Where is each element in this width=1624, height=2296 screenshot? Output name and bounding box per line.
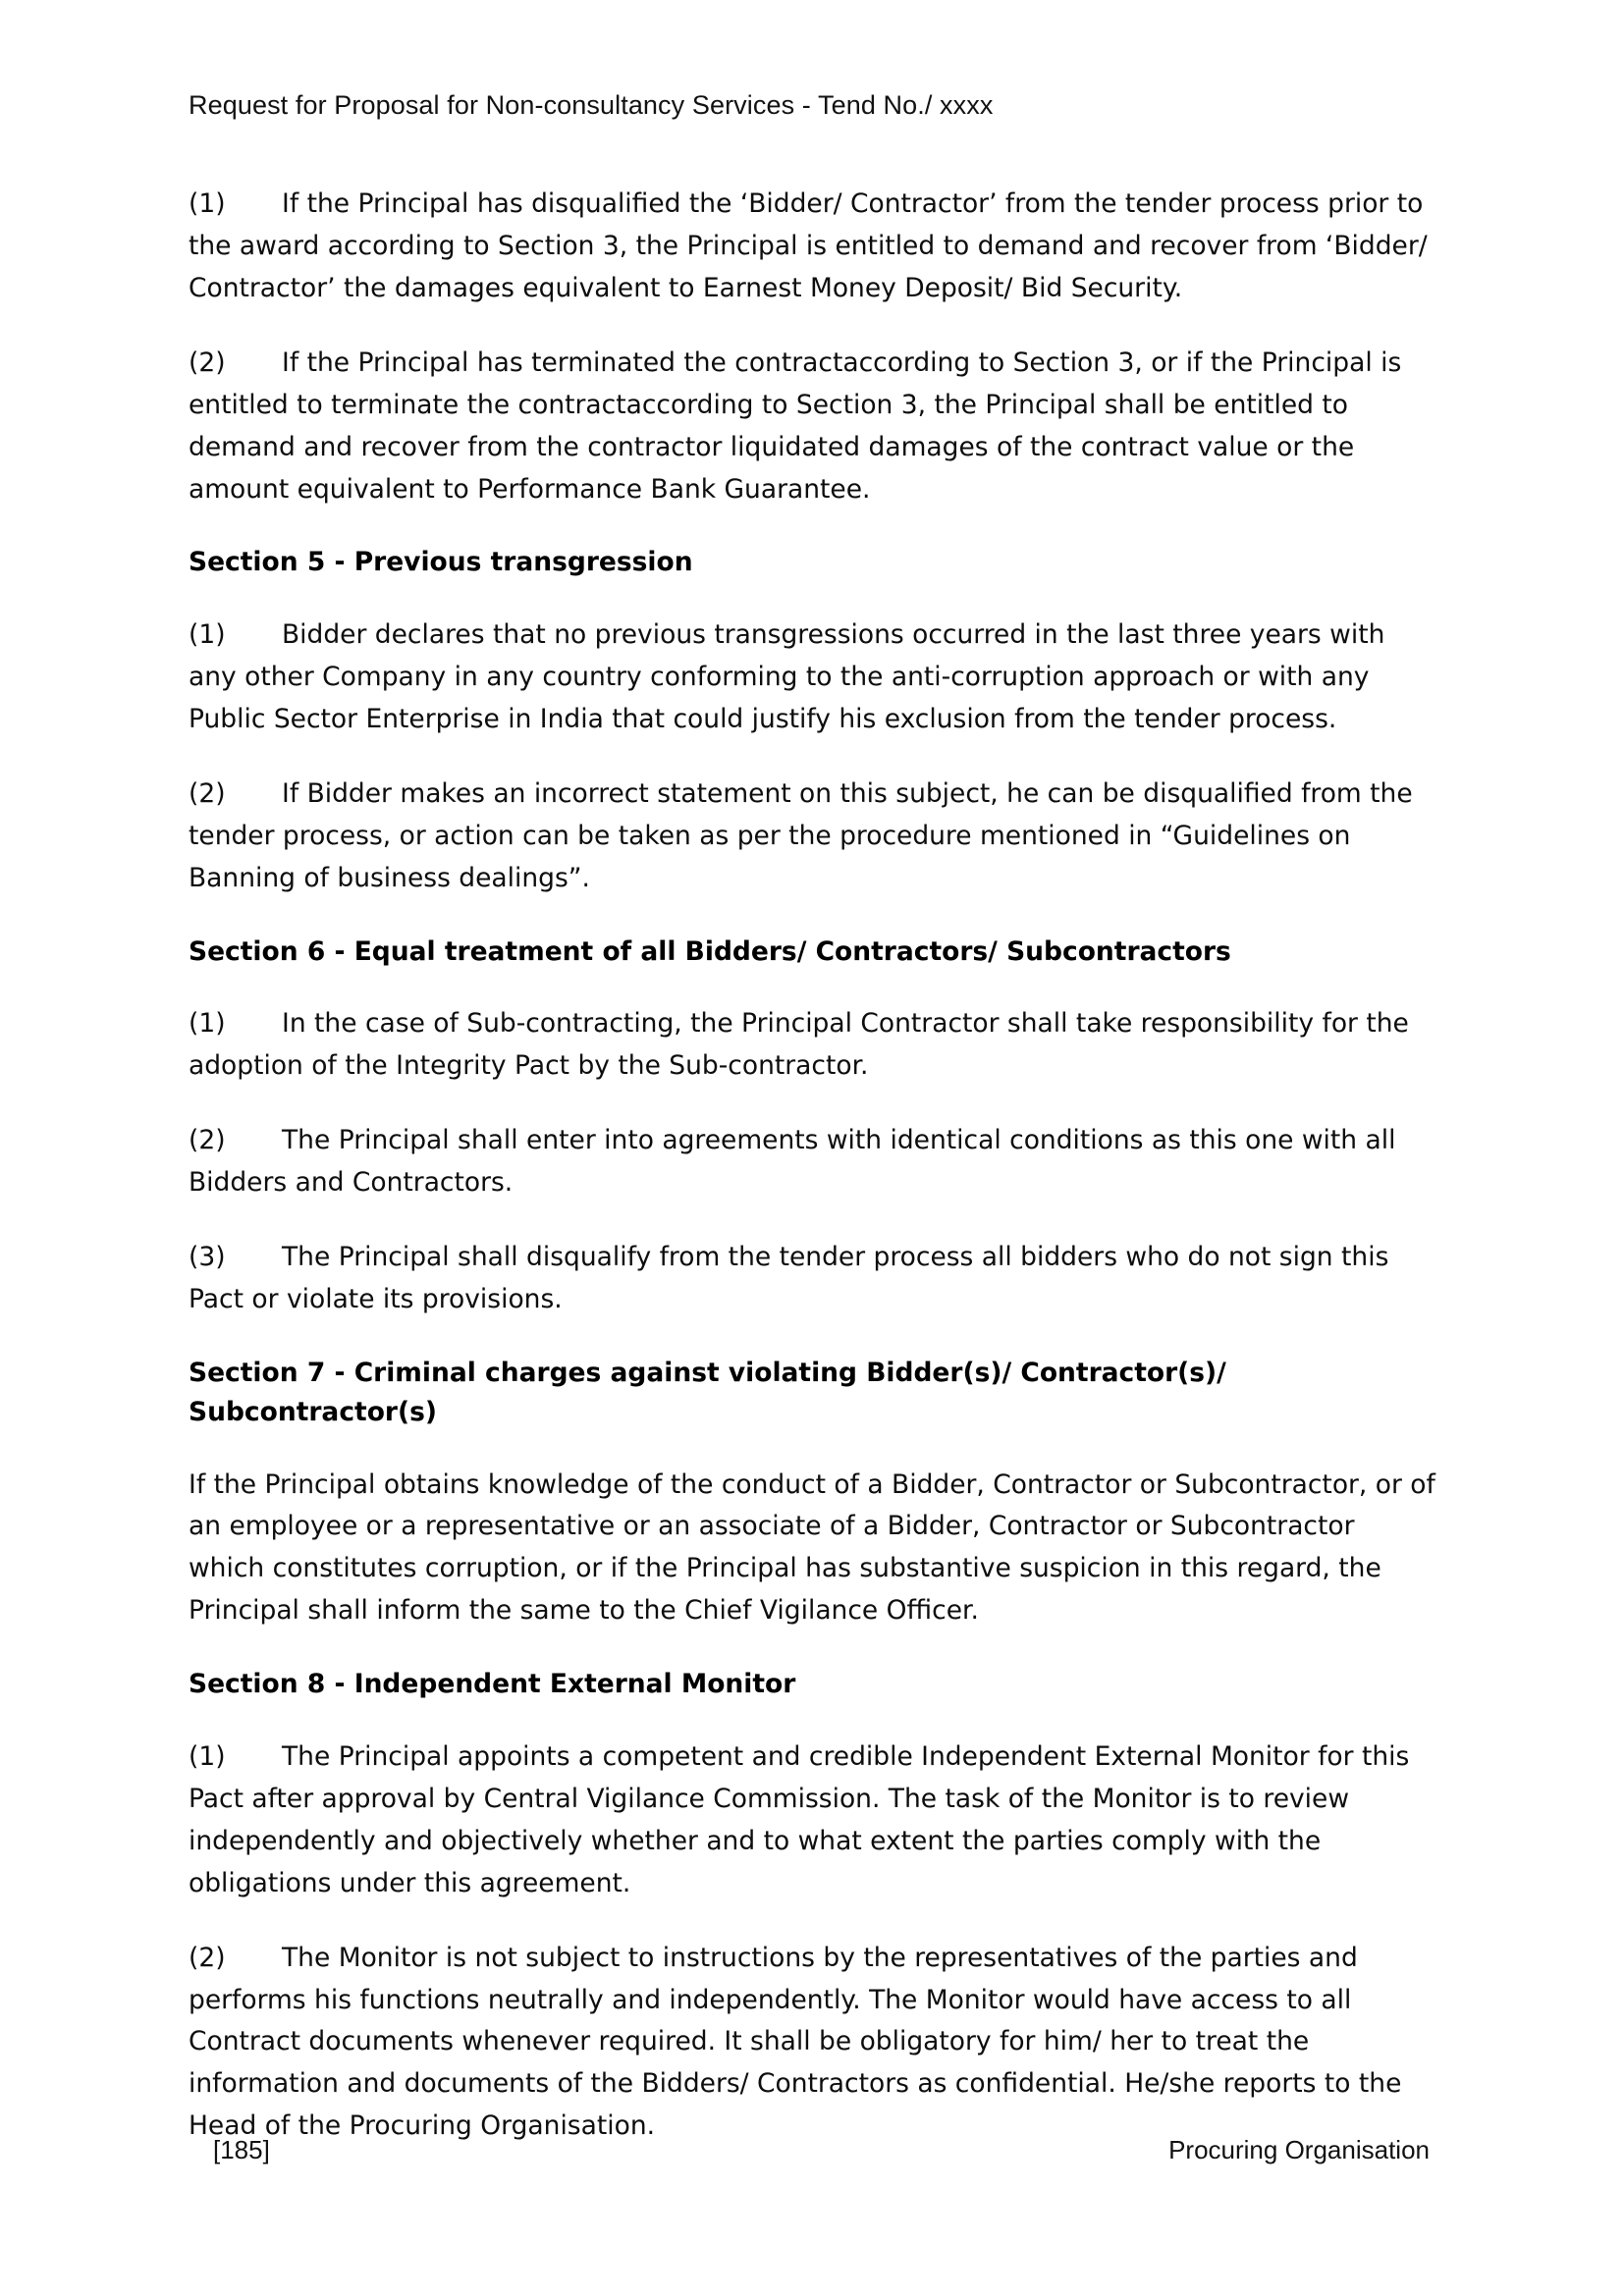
clause-number: (1) (189, 1008, 226, 1040)
clause-text: The Principal shall disqualify from the tender process all bidders who do not sign this Pact or violate its provisions. (189, 1242, 1389, 1315)
clause-paragraph (189, 343, 1435, 511)
clause-number: (2) (189, 347, 226, 378)
clause-number: (1) (189, 1740, 226, 1772)
clause-text: The Principal appoints a competent and credible Independent External Monitor for this Pact after approval by Central Vigilance Commission. The task of the Monitor is to review independently and objectively whether and to what extent the parties comply with the obligations under this agreement. (189, 1740, 1410, 1898)
clause-text: If the Principal has disqualified the ‘Bidder/ Contractor’ from the tender process prior to the award according to Section 3, the Principal is entitled to demand and recover from ‘Bidder/ Contractor’ the damages equivalent to Earnest Money Deposit/ Bid Security. (189, 188, 1428, 303)
clause-text: If the Principal has terminated the contractaccording to Section 3, or if the Principal is entitled to terminate the contractaccording to Section 3, the Principal shall be entitled to demand and recover from the contractor liquidated damages of the contract value or the amount equivalent to Performance Bank Guarantee. (189, 347, 1402, 505)
footer-organisation: Procuring Organisation (1168, 2135, 1430, 2164)
clause-number: (2) (189, 777, 226, 809)
clause-number: (2) (189, 1125, 226, 1156)
clause-paragraph (189, 1938, 1435, 2149)
clause-paragraph (189, 1465, 1435, 1633)
section-heading: Section 7 - Criminal charges against violating Bidder(s)/ Contractor(s)/ Subcontractor(s) (189, 1358, 1226, 1427)
clause-paragraph (189, 184, 1435, 310)
clause-number: (2) (189, 1942, 226, 1973)
clause-number: (1) (189, 188, 226, 219)
clause-paragraph (189, 1120, 1435, 1204)
section-heading: Section 6 - Equal treatment of all Bidders/ Contractors/ Subcontractors (189, 935, 1231, 967)
clause-text: Bidder declares that no previous transgressions occurred in the last three years with any other Company in any country conforming to the anti-corruption approach or with any Public Sector Enterprise in India that could justify his exclusion from the tender process. (189, 619, 1385, 735)
clause-number: (3) (189, 1242, 226, 1273)
clause-paragraph (189, 1003, 1435, 1088)
document-header: Request for Proposal for Non-consultancy Services - Tend No./ xxxx (189, 90, 994, 120)
clause-paragraph (189, 1736, 1435, 1905)
clause-text: The Monitor is not subject to instructions by the representatives of the parties and performs his functions neutrally and independently. The Monitor would have access to all Contract documents whenever required. It shall be obligatory for him/ her to treat the information and documents of the Bidders/ Contractors as confidential. He/she reports to the Head of the Procuring Organisation. (189, 1942, 1402, 2142)
document-body (189, 184, 1435, 2148)
clause-text: In the case of Sub-contracting, the Principal Contractor shall take responsibility for the adoption of the Integrity Pact by the Sub-contractor. (189, 1008, 1409, 1082)
page-footer (189, 2135, 1435, 2165)
clause-paragraph (189, 1237, 1435, 1321)
section-heading: Section 5 - Previous transgression (189, 547, 693, 578)
clause-text: If the Principal obtains knowledge of the conduct of a Bidder, Contractor or Subcontractor, or of an employee or a representative or an associate of a Bidder, Contractor or Subcontractor which constitutes corruption, or if the Principal has substantive suspicion in this regard, the Principal shall inform the same to the Chief Vigilance Officer. (189, 1468, 1435, 1627)
clause-text: If Bidder makes an incorrect statement on this subject, he can be disqualified from the tender process, or action can be taken as per the procedure mentioned in “Guidelines on Banning of business dealings”. (189, 777, 1413, 893)
clause-paragraph (189, 614, 1435, 741)
clause-text: The Principal shall enter into agreements with identical conditions as this one with all Bidders and Contractors. (189, 1125, 1396, 1199)
clause-number: (1) (189, 619, 226, 651)
page-content (189, 0, 1435, 2180)
clause-paragraph (189, 774, 1435, 900)
page-number: [185] (213, 2135, 270, 2164)
section-heading: Section 8 - Independent External Monitor (189, 1669, 796, 1700)
